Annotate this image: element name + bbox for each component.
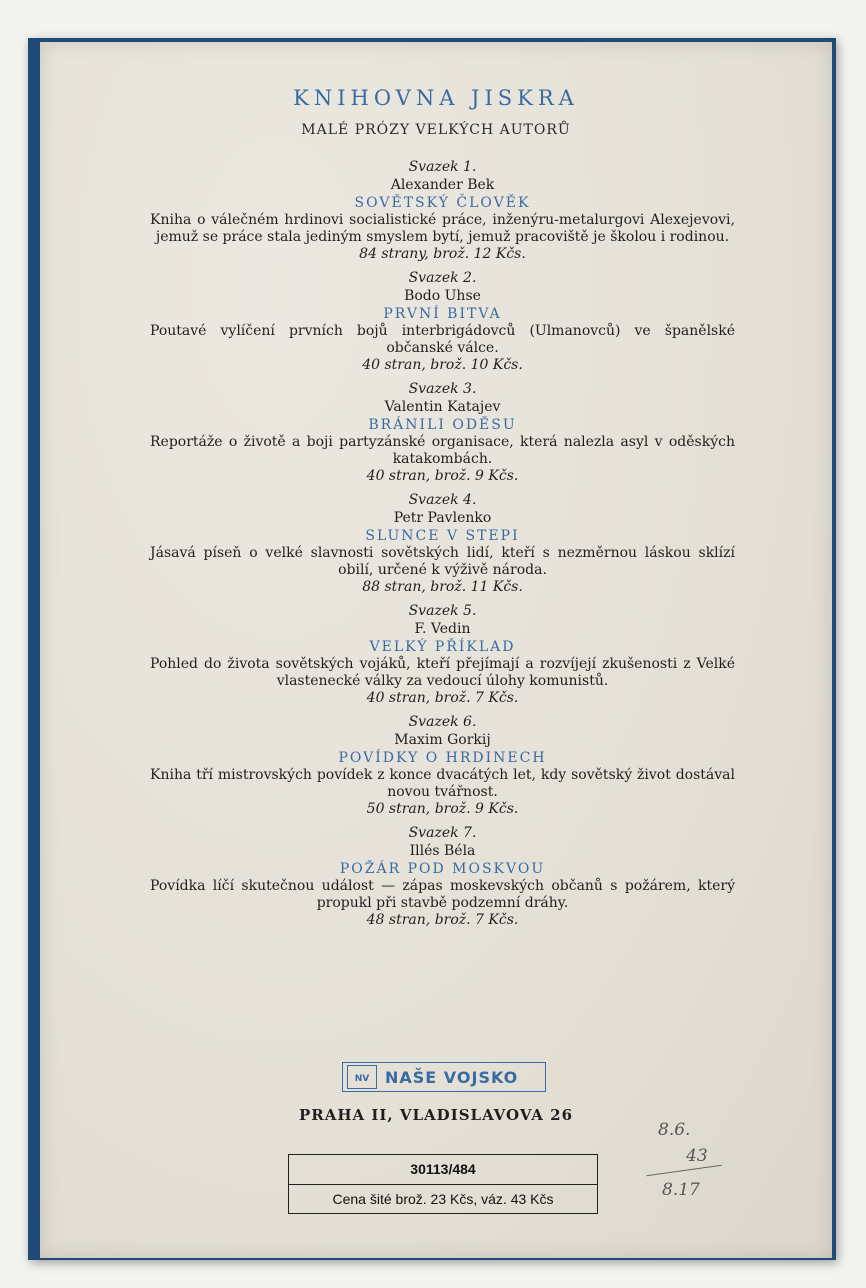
volume-author: Petr Pavlenko (393, 510, 492, 526)
volume-description: Povídka líčí skutečnou událost — zápas moskevských občanů s požárem, který propukl při stavbě podzemní dráhy. (150, 878, 735, 911)
volume-label: Svazek 3. (408, 381, 477, 397)
volume-info: 40 stran, brož. 9 Kčs. (366, 468, 519, 484)
publisher-emblem-icon (347, 1065, 377, 1089)
catalog-code: 30113/484 (289, 1155, 597, 1185)
volume-title: SLUNCE V STEPI (365, 528, 520, 544)
volume-title: BRÁNILI ODĚSU (368, 417, 517, 433)
volume-description: Reportáže o životě a boji partyzánské organisace, která nalezla asyl v oděských katakombách. (150, 434, 735, 467)
volume-label: Svazek 6. (408, 714, 477, 730)
volume-author: Maxim Gorkij (394, 732, 491, 748)
publisher-address: PRAHA II, VLADISLAVOVA 26 (298, 1106, 574, 1124)
volume-entry-4 (150, 491, 735, 596)
volume-label: Svazek 4. (408, 492, 477, 508)
price-box (288, 1154, 598, 1214)
series-subtitle: MALÉ PRÓZY VELKÝCH AUTORŮ (301, 122, 571, 138)
volume-label: Svazek 1. (408, 159, 477, 175)
volume-entry-3 (150, 380, 735, 485)
volume-info: 84 strany, brož. 12 Kčs. (359, 246, 526, 262)
volume-description: Poutavé vylíčení prvních bojů interbrigádovců (Ulmanovců) ve španělské občanské válce. (150, 323, 735, 356)
volume-entry-1 (150, 158, 735, 263)
volume-description: Kniha o válečném hrdinovi socialistické práce, inženýru-metalurgovi Alexejevovi, jemuž se práce stala jediným smyslem bytí, jemuž pracoviště je školou i rodinou. (150, 212, 735, 245)
volume-label: Svazek 2. (408, 270, 477, 286)
volume-author: F. Vedin (414, 621, 471, 637)
volume-author: Bodo Uhse (404, 288, 481, 304)
publisher-name: NAŠE VOJSKO (385, 1067, 519, 1087)
handwritten-stroke (646, 1165, 721, 1177)
volume-description: Pohled do života sovětských vojáků, kteří přejímají a rozvíjejí zkušenosti z Velké vlastenecké války za vedoucí úlohy komunistů. (150, 656, 735, 689)
volume-entry-5 (150, 602, 735, 707)
volume-entry-6 (150, 713, 735, 818)
price-text: Cena šité brož. 23 Kčs, váz. 43 Kčs (332, 1191, 554, 1207)
volume-info: 40 stran, brož. 7 Kčs. (366, 690, 519, 706)
volume-entry-2 (150, 269, 735, 374)
handwritten-note-3: 8.17 (662, 1180, 700, 1200)
volume-title: SOVĚTSKÝ ČLOVĚK (354, 195, 531, 211)
series-title: KNIHOVNA JISKRA (293, 86, 579, 110)
volume-info: 88 stran, brož. 11 Kčs. (362, 579, 523, 595)
volume-author: Valentin Katajev (384, 399, 501, 415)
volume-label: Svazek 5. (408, 603, 477, 619)
volume-list (150, 158, 735, 935)
volume-title: POŽÁR POD MOSKVOU (339, 861, 546, 877)
volume-title: VELKÝ PŘÍKLAD (369, 639, 516, 655)
volume-description: Kniha tří mistrovských povídek z konce dvacátých let, kdy sovětský život dostával novou tvářnost. (150, 767, 735, 800)
volume-author: Alexander Bek (390, 177, 495, 193)
volume-info: 40 stran, brož. 10 Kčs. (362, 357, 523, 373)
volume-title: PRVNÍ BITVA (383, 306, 502, 322)
volume-author: Illés Béla (409, 843, 476, 859)
volume-label: Svazek 7. (408, 825, 477, 841)
publisher-logo (342, 1062, 546, 1092)
handwritten-note-1: 8.6. (658, 1120, 691, 1140)
volume-title: POVÍDKY O HRDINECH (338, 750, 547, 766)
volume-info: 48 stran, brož. 7 Kčs. (366, 912, 519, 928)
handwritten-note-2: 43 (686, 1146, 708, 1166)
volume-info: 50 stran, brož. 9 Kčs. (366, 801, 519, 817)
logo-mark-text: NV (354, 1074, 370, 1084)
volume-entry-7 (150, 824, 735, 929)
volume-description: Jásavá píseň o velké slavnosti sovětských lidí, kteří s nezměrnou láskou sklízí obilí, určené k výživě národa. (150, 545, 735, 578)
dust-jacket-back (40, 42, 832, 1258)
